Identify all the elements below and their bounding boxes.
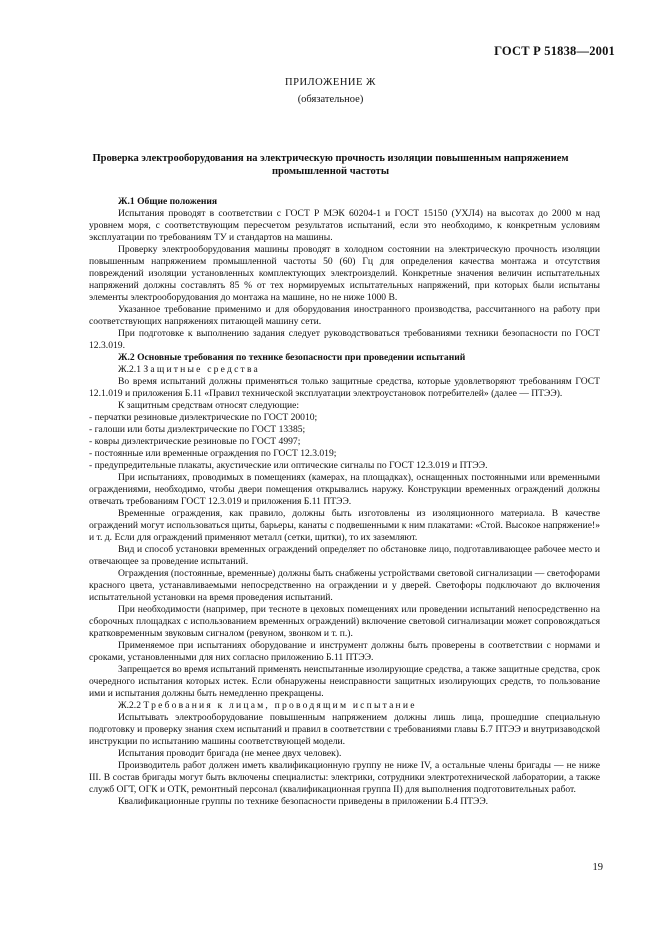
subsection-name: Защитные средства	[143, 364, 261, 375]
paragraph: При подготовке к выполнению задания следует руководствоваться требованиями техники безопасности по ГОСТ 12.3.019.	[89, 328, 600, 351]
section-title: Ж.2 Основные требования по технике безопасности при проведении испытаний	[118, 352, 466, 363]
paragraph: Ограждения (постоянные, временные) должны быть снабжены устройствами световой сигнализации — светофорами красного цвета, устанавливаемыми непосредственно на ограждении и у дверей. Светофоры подключают до включения испытательной установки на время проведения испытаний.	[89, 568, 600, 603]
paragraph: Указанное требование применимо и для оборудования иностранного производства, рассчитанного на работу при соответствующих напряжениях питающей машину сети.	[89, 304, 600, 327]
subsection-number: Ж.2.2	[118, 700, 141, 711]
paragraph: При необходимости (например, при тесноте в цеховых помещениях или проведении испытаний непосредственно на сборочных площадках с использованием временных ограждений) включение световой сигнализации может сопровождаться кратковременным звуковым сигналом (ревуном, звонком и т. п.).	[89, 604, 600, 639]
annex-status: (обязательное)	[297, 94, 364, 105]
paragraph: Производитель работ должен иметь квалификационную группу не ниже IV, а остальные члены бригады — не ниже III. В состав бригады могут быть включены специалисты: электрики, сотрудники электротехнической лаборатории, а также служб ОГТ, ОГК и ОТК, ремонтный персонал (квалификационная группа II) для выполнения подготовительных работ.	[89, 760, 600, 795]
subsection-name: Требования к лицам, проводящим испытание	[143, 700, 417, 711]
annex-title: ПРИЛОЖЕНИЕ Ж	[285, 77, 376, 88]
section-title: Ж.1 Общие положения	[118, 196, 218, 207]
list-item: - предупредительные плакаты, акустические или оптические сигналы по ГОСТ 12.3.019 и ПТЭЭ.	[89, 460, 488, 471]
list-item: - перчатки резиновые диэлектрические по ГОСТ 20010;	[89, 412, 318, 423]
paragraph: Испытания проводят в соответствии с ГОСТ Р МЭК 60204-1 и ГОСТ 15150 (УХЛ4) на высотах до 2000 м над уровнем моря, с соответствующим пересчетом результатов испытаний, если это необходимо, к конкретным условиям эксплуатации по требованиям ТУ и стандартов на машины.	[89, 208, 600, 243]
paragraph: Испытывать электрооборудование повышенным напряжением должны лишь лица, прошедшие специальную подготовку и проверку знания схем испытаний и правил в соответствии с требованиями главы Б.7 ПТЭЭ и внутризаводской инструкции по испытанию машины соответствующей модели.	[89, 712, 600, 747]
paragraph: К защитным средствам относят следующие:	[118, 400, 300, 411]
paragraph: Применяемое при испытаниях оборудование и инструмент должны быть проверены в соответствии с нормами и сроками, установленными для них согласно приложению Б.11 ПТЭЭ.	[89, 640, 600, 663]
paragraph: При испытаниях, проводимых в помещениях (камерах, на площадках), оснащенных постоянными или временными ограждениями, необходимо, чтобы двери помещения открывались наружу. Конструкции временных ограждений должны отвечать требованиям ГОСТ 12.3.019 и приложения Б.11 ПТЭЭ.	[89, 472, 600, 507]
paragraph: Вид и способ установки временных ограждений определяет по обстановке лицо, подготавливающее рабочее место и отвечающее за проведение испытаний.	[89, 544, 600, 567]
document-header: ГОСТ Р 51838—2001	[494, 44, 615, 58]
paragraph: Испытания проводит бригада (не менее двух человек).	[118, 748, 342, 759]
document-body	[89, 196, 600, 808]
paragraph: Во время испытаний должны применяться только защитные средства, которые удовлетворяют требованиям ГОСТ 12.1.019 и приложения Б.11 «Правил технической эксплуатации электроустановок потребителей» (далее — ПТЭЭ).	[89, 376, 600, 399]
list-item: - постоянные или временные ограждения по ГОСТ 12.3.019;	[89, 448, 337, 459]
subsection-title	[89, 700, 600, 712]
paragraph: Запрещается во время испытаний применять неиспытанные изолирующие средства, а также защитные средства, срок очередного испытания которых истек. Если обнаружены неисправности защитных изолирующих средств, то пользование ими и испытания должны быть немедленно прекращены.	[89, 664, 600, 699]
page-number: 19	[592, 862, 603, 873]
subsection-number: Ж.2.1	[118, 364, 141, 375]
subsection-title	[89, 364, 600, 376]
annex-heading: Проверка электрооборудования на электрическую прочность изоляции повышенным напряжением промышленной частоты	[92, 153, 569, 177]
list-item: - ковры диэлектрические резиновые по ГОСТ 4997;	[89, 436, 301, 447]
paragraph: Временные ограждения, как правило, должны быть изготовлены из изоляционного материала. В качестве ограждений могут использоваться щиты, барьеры, канаты с подвешенными к ним плакатами: «Стой. Высокое напряжение!» и т. д. Если для ограждений применяют металл (сетки, щитки), то их заземляют.	[89, 508, 600, 543]
paragraph: Квалификационные группы по технике безопасности приведены в приложении Б.4 ПТЭЭ.	[118, 796, 489, 807]
list-item: - галоши или боты диэлектрические по ГОСТ 13385;	[89, 424, 306, 435]
paragraph: Проверку электрооборудования машины проводят в холодном состоянии на электрическую прочность изоляции повышенным напряжением промышленной частоты 50 (60) Гц для определения качества монтажа и отсутствия повреждений изоляции установленных комплектующих электроизделий. Конкретные значения величин испытательных напряжений должны составлять 85 % от тех нормируемых испытательных напряжений, при которых были испытаны элементы электрооборудования до монтажа на машине, но не ниже 1000 В.	[89, 244, 600, 303]
